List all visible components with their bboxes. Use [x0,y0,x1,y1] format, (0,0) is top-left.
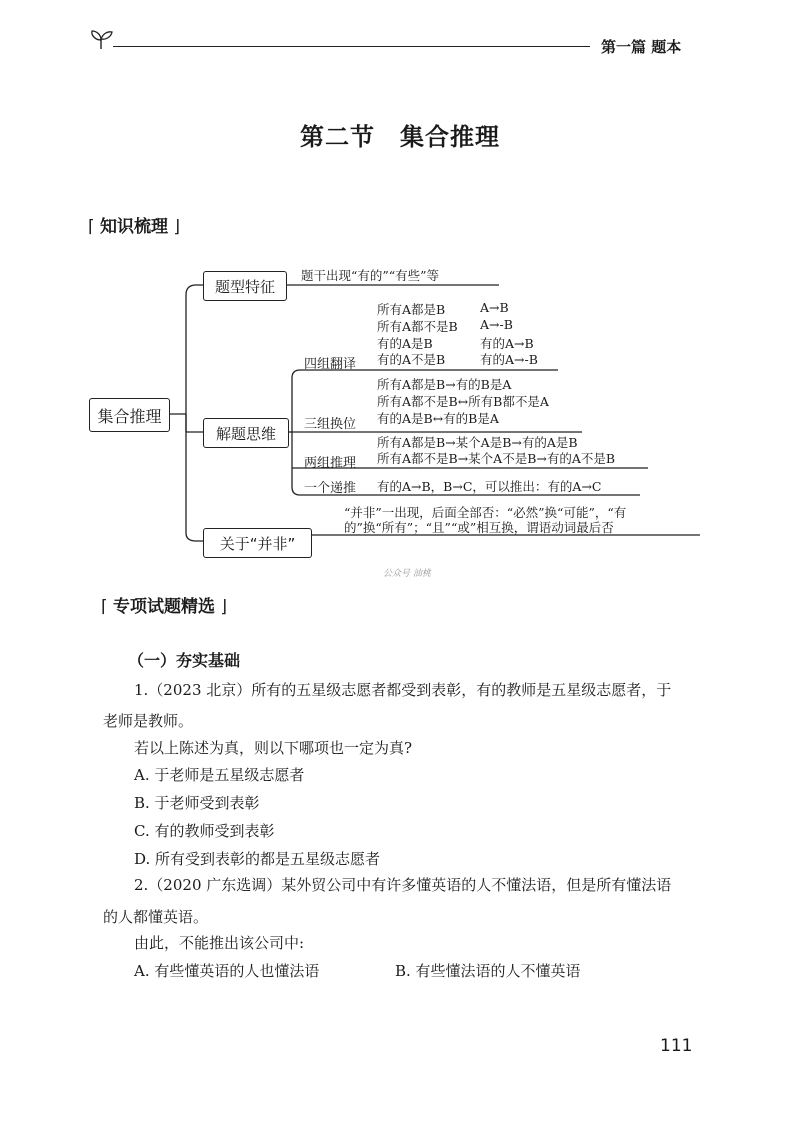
question-2-line1: 2.（2020 广东选调）某外贸公司中有许多懂英语的人不懂法语，但是所有懂法语 [134,876,672,894]
question-1-option-a: A. 于老师是五星级志愿者 [134,766,305,784]
negation-text-line2: 的”换“所有”；“且”“或”相互换，谓语动词最后否 [344,520,614,535]
question-1-line1: 1.（2023 北京）所有的五星级志愿者都受到表彰，有的教师是五星级志愿者，于 [134,681,672,699]
swap-row: 所有A都不是B↔所有B都不是A [377,394,549,409]
practice-heading-text: 专项试题精选 [113,597,216,617]
translation-row-symbol: 有的A→-B [480,352,538,367]
mindmap-branch-type-feature: 题型特征 [203,271,287,301]
translation-row: 所有A都不是B [377,319,458,334]
question-2-option-b: B. 有些懂法语的人不懂英语 [395,962,581,980]
branch-type-feature-text: 题干出现“有的”“有些”等 [301,268,440,283]
mindmap-root: 集合推理 [89,398,170,432]
translation-row-symbol: 有的A→B [480,336,534,351]
watermark-stamp: 公众号 油桃 [383,569,431,579]
group-one-chain-label: 一个递推 [304,481,357,496]
translation-row: 有的A不是B [377,352,446,367]
mindmap-branch-negation: 关于“并非” [203,528,312,558]
translation-row: 所有A都是B [377,302,446,317]
left-bracket: ⌈ [101,597,114,617]
swap-row: 所有A都是B→有的B是A [377,377,512,392]
right-bracket: ⌋ [215,597,228,617]
question-1-line2: 老师是教师。 [103,712,194,730]
right-bracket: ⌋ [168,217,181,237]
swap-row: 有的A是B↔有的B是A [377,411,499,426]
group-two-inferences-label: 两组推理 [304,456,357,471]
page-title: 第二节 集合推理 [300,123,500,151]
translation-row-symbol: A→B [480,300,509,315]
question-1-option-b: B. 于老师受到表彰 [134,794,260,812]
negation-text-line1: “并非”一出现，后面全部否：“必然”换“可能”，“有 [344,505,627,520]
question-2-line2: 的人都懂英语。 [103,908,209,926]
page-number: 111 [660,1036,693,1056]
question-1-option-c: C. 有的教师受到表彰 [134,822,275,840]
inference-row: 所有A都是B→某个A是B→有的A是B [377,435,578,450]
knowledge-heading-text: 知识梳理 [100,217,169,237]
chain-text: 有的A→B，B→C，可以推出：有的A→C [377,479,602,494]
practice-heading [101,592,227,617]
question-1-option-d: D. 所有受到表彰的都是五星级志愿者 [134,850,381,868]
group-three-swaps-label: 三组换位 [304,417,357,432]
inference-row: 所有A都不是B→某个A不是B→有的A不是B [377,451,616,466]
left-bracket: ⌈ [88,217,101,237]
question-2-option-a: A. 有些懂英语的人也懂法语 [134,962,320,980]
header-section-label: 第一篇 题本 [601,38,682,56]
group-four-translations-label: 四组翻译 [304,357,357,372]
subsection-heading: （一）夯实基础 [128,651,241,670]
question-1-prompt: 若以上陈述为真，则以下哪项也一定为真? [134,739,413,757]
mindmap-branch-solving: 解题思维 [203,418,289,448]
question-2-prompt: 由此，不能推出该公司中: [134,934,305,952]
translation-row: 有的A是B [377,336,433,351]
translation-row-symbol: A→-B [480,317,513,332]
